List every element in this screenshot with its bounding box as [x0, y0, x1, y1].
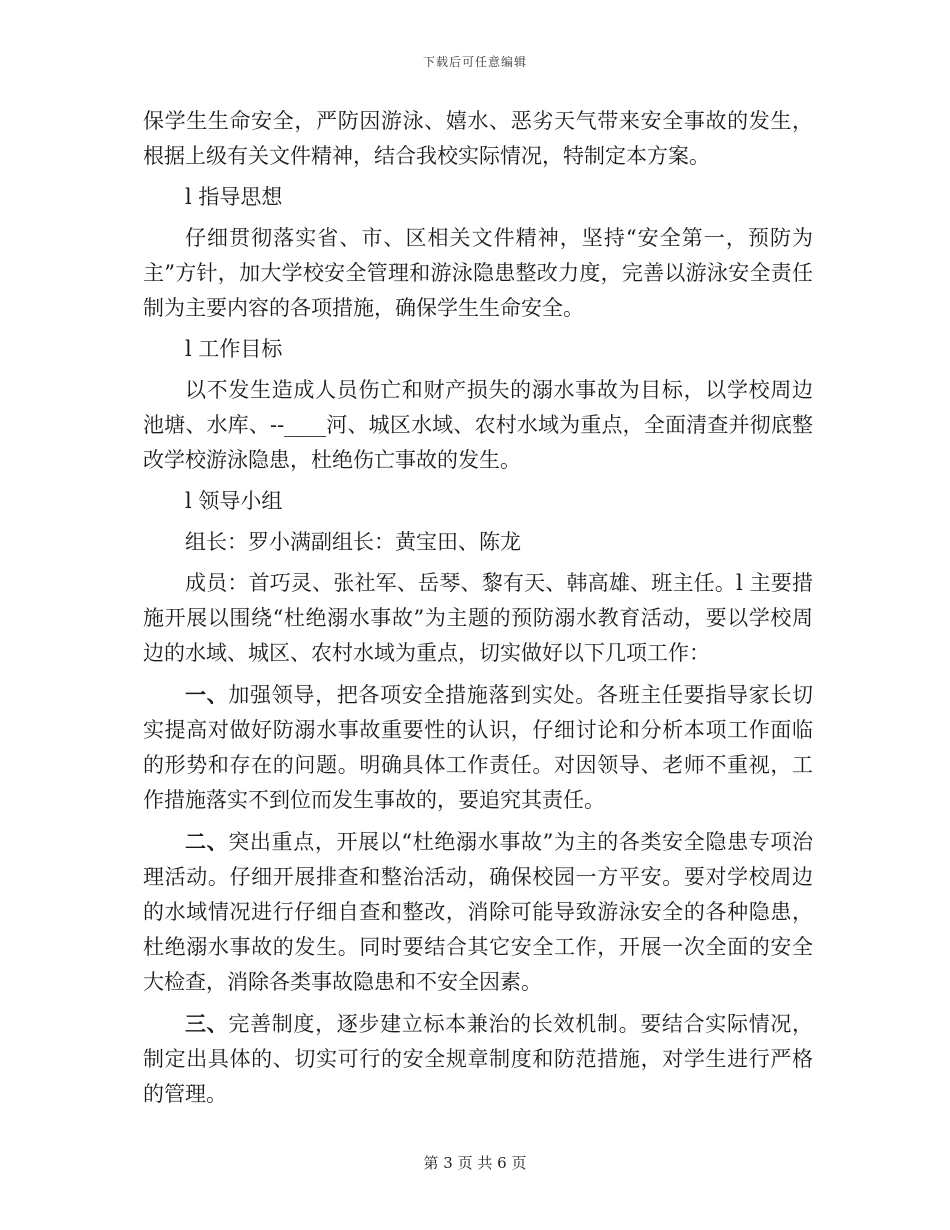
page-header: 下载后可任意编辑 — [422, 55, 527, 69]
paragraph-text: 成员：首巧灵、张社军、岳琴、黎有天、韩高雄、班主任。l 主要措施开展以围绕“杜绝溺水事故”为主题的预防溺水教育活动，要以学校周边的水域、城区、农村水域为重点，切实做好以下几项工作： — [143, 571, 813, 665]
paragraph-text: 突出重点，开展以“杜绝溺水事故”为主的各类安全隐患专项治理活动。仔细开展排查和整治活动，确保校园一方平安。要对学校周边的水域情况进行仔细自查和整改，消除可能导致游泳安全的各种隐患，杜绝溺水事故的发生。同时要结合其它安全工作，开展一次全面的安全大检查，消除各类事故隐患和不安全因素。 — [143, 830, 813, 994]
paragraph-intro-continuation — [143, 104, 813, 174]
paragraph-text: 仔细贯彻落实省、市、区相关文件精神，坚持“安全第一，预防为主”方针，加大学校安全管理和游泳隐患整改力度，完善以游泳安全责任制为主要内容的各项措施，确保学生生命安全。 — [143, 226, 813, 320]
item-number: 三、 — [185, 1011, 229, 1036]
paragraph-text: 组长：罗小满副组长：黄宝田、陈龙 — [185, 530, 521, 554]
page-footer: 第 3 页 共 6 页 — [423, 1154, 527, 1172]
heading-text: l 领导小组 — [185, 489, 283, 513]
paragraph-item-one — [143, 677, 813, 818]
paragraph-work-goal — [143, 373, 813, 478]
paragraph-guiding-ideology — [143, 221, 813, 326]
heading-guiding-ideology — [143, 180, 813, 215]
paragraph-item-two — [143, 824, 813, 1000]
paragraph-members-measures — [143, 566, 813, 671]
heading-leadership-group — [143, 484, 813, 519]
paragraph-item-three — [143, 1006, 813, 1112]
paragraph-text: 以不发生造成人员伤亡和财产损失的溺水事故为目标，以学校周边池塘、水库、--____河、城区水域、农村水域为重点，全面清查并彻底整改学校游泳隐患，杜绝伤亡事故的发生。 — [143, 378, 813, 472]
item-number: 一、 — [185, 682, 229, 707]
heading-work-goal — [143, 332, 813, 367]
heading-text: l 工作目标 — [185, 337, 283, 361]
paragraph-text: 加强领导，把各项安全措施落到实处。各班主任要指导家长切实提高对做好防溺水事故重要性的认识，仔细讨论和分析本项工作面临的形势和存在的问题。明确具体工作责任。对因领导、老师不重视，工作措施落实不到位而发生事故的，要追究其责任。 — [143, 683, 813, 812]
paragraph-group-leaders — [143, 525, 813, 560]
item-number: 二、 — [185, 829, 229, 854]
paragraph-text: 保学生生命安全，严防因游泳、嬉水、恶劣天气带来安全事故的发生，根据上级有关文件精神，结合我校实际情况，特制定本方案。 — [143, 109, 813, 168]
paragraph-text: 完善制度，逐步建立标本兼治的长效机制。要结合实际情况，制定出具体的、切实可行的安全规章制度和防范措施，对学生进行严格的管理。 — [143, 1012, 813, 1106]
document-body — [143, 104, 813, 1118]
heading-text: l 指导思想 — [185, 185, 283, 209]
